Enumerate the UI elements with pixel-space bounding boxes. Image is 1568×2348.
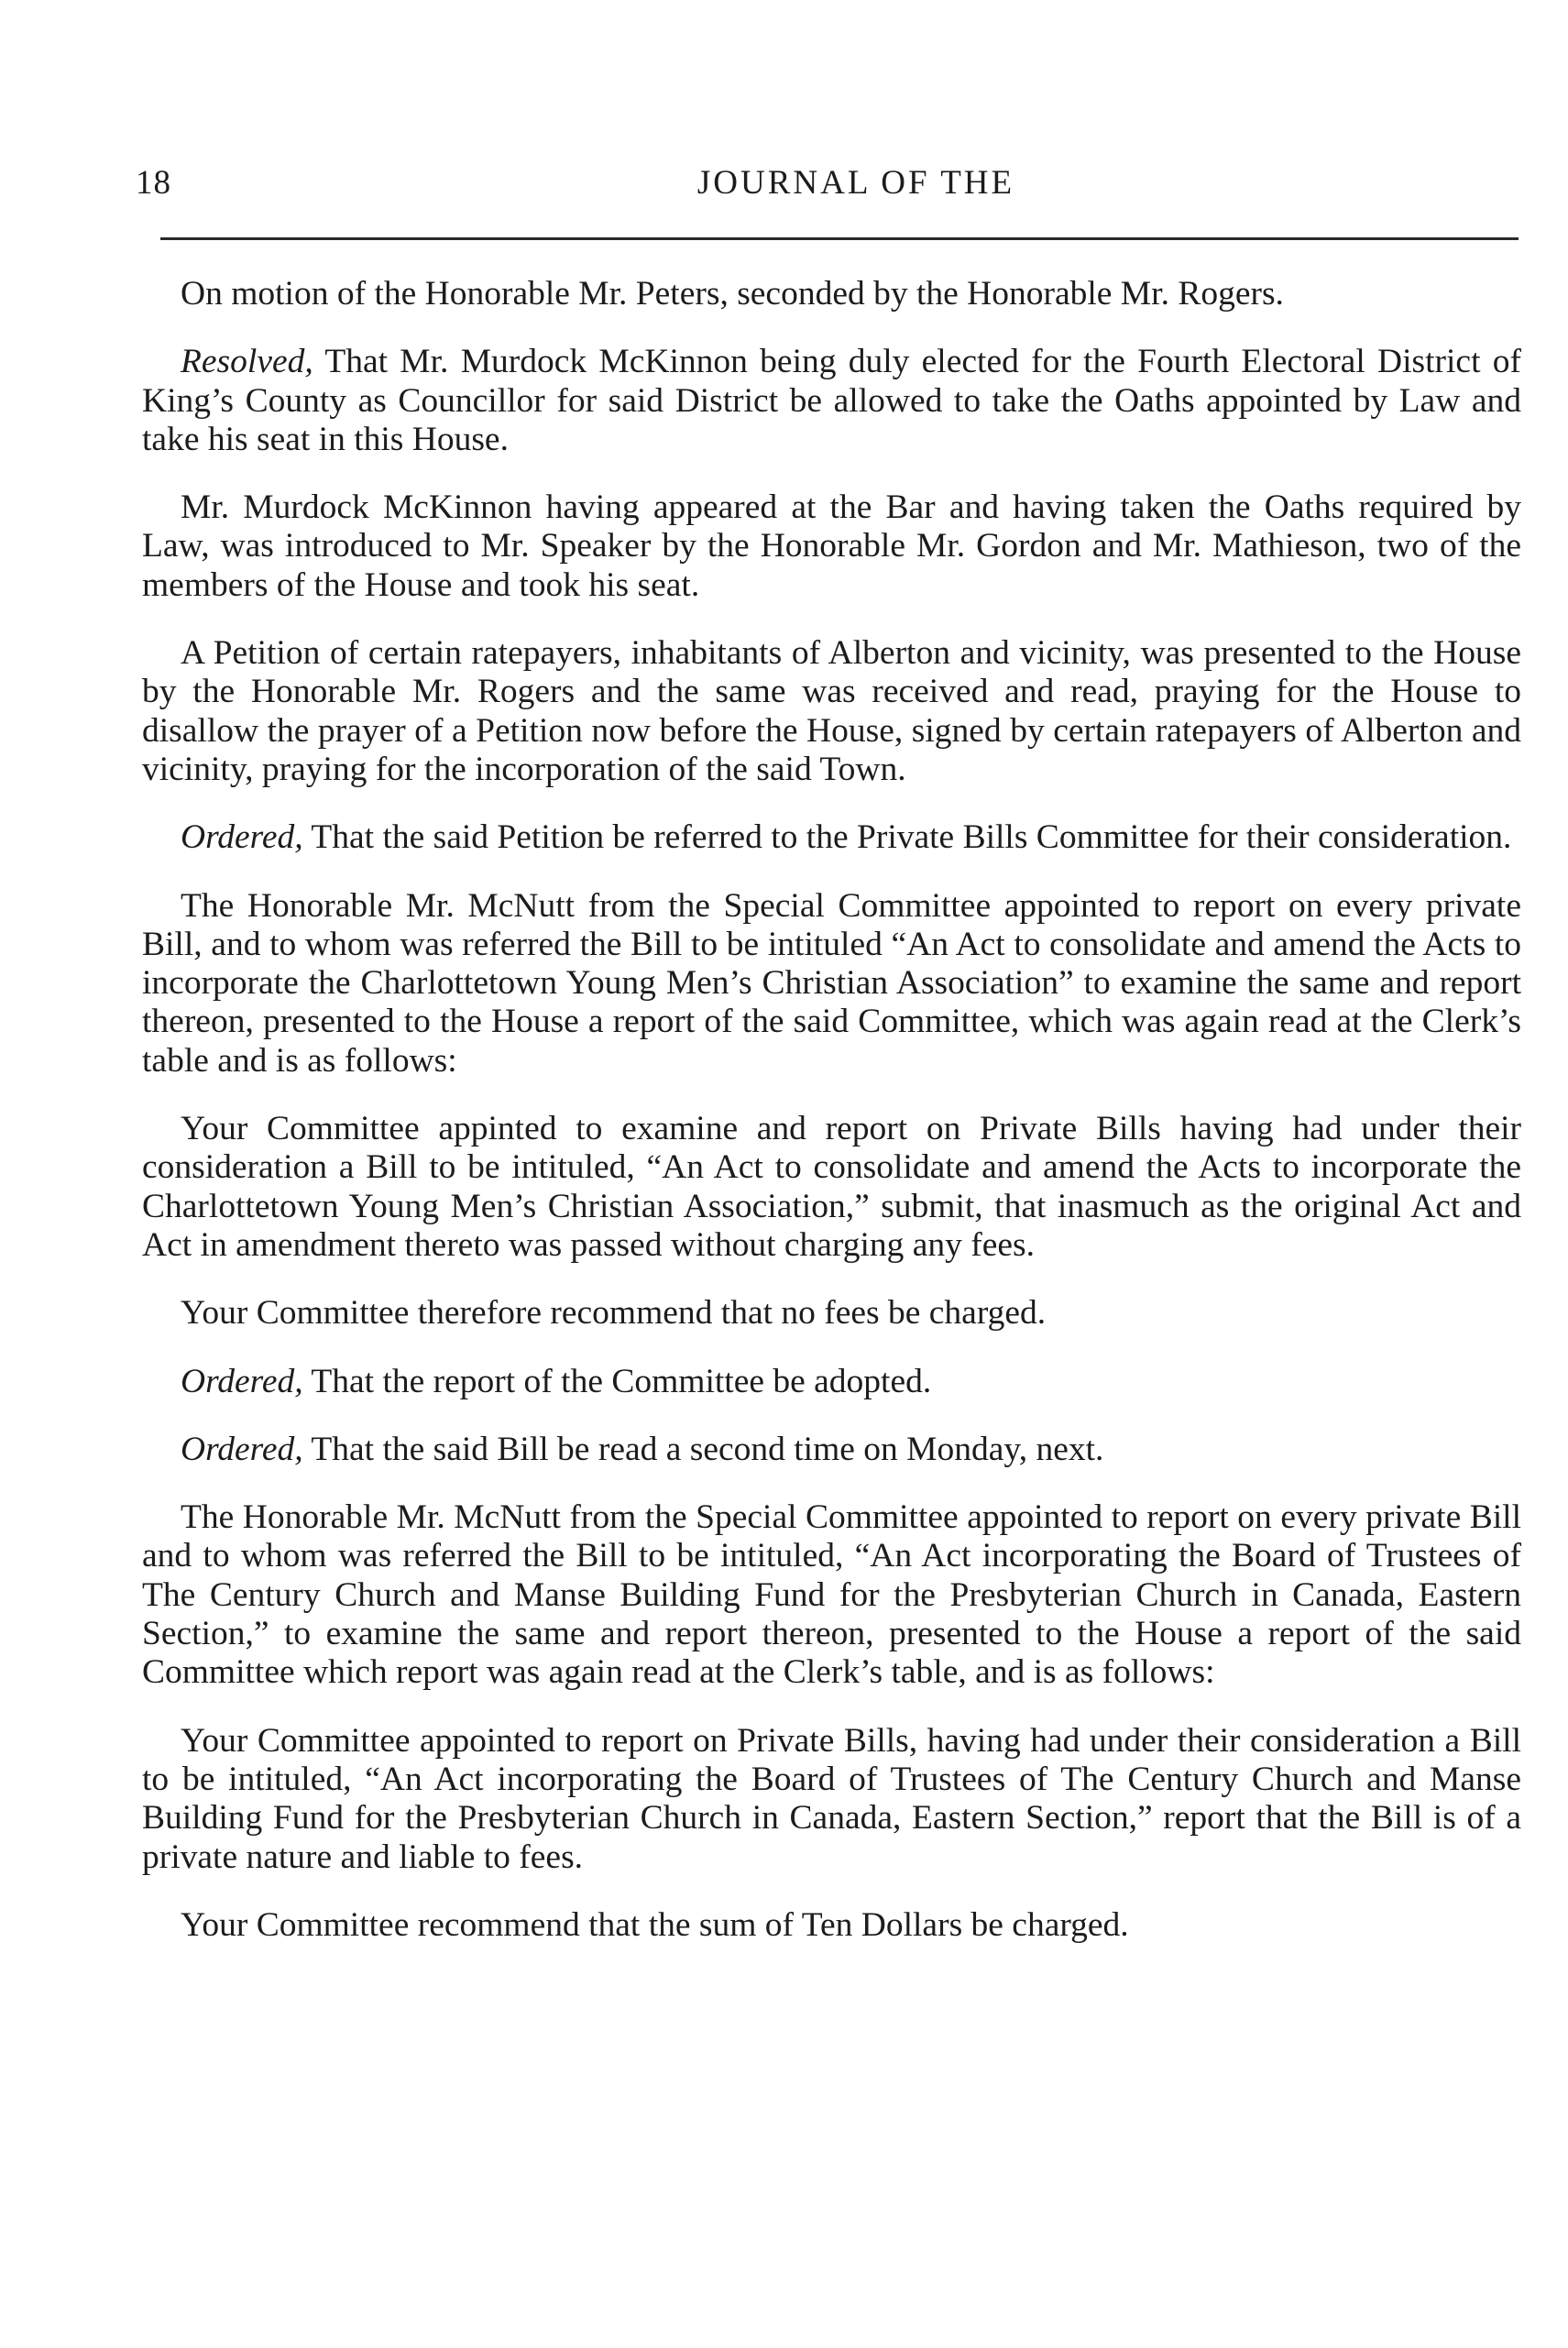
paragraph-resolved	[142, 343, 1521, 459]
paragraph-ordered-second-reading	[142, 1431, 1521, 1469]
paragraph-text: Your Committee recommend that the sum of Ten Dollars be charged.	[181, 1905, 1129, 1944]
paragraph-mcnutt-century	[142, 1498, 1521, 1692]
paragraph-lead: Ordered,	[181, 1430, 303, 1468]
paragraph-text: That the said Petition be referred to the Private Bills Committee for their consideration.	[302, 818, 1512, 857]
header-rule	[160, 237, 1519, 240]
journal-body	[142, 275, 1521, 1974]
paragraph-text: A Petition of certain ratepayers, inhabitants of Alberton and vicinity, was presented to the House by the Honorable Mr. Rogers and the same was received and read, praying for the House to disallow the prayer of a Petition now before the House, signed by certain ratepayers of Alberton and vicinity, praying for the incorporation of the said Town.	[142, 634, 1521, 788]
paragraph-text: That Mr. Murdock McKinnon being duly elected for the Fourth Electoral District of King’s County as Councillor for said District be allowed to take the Oaths appointed by Law and take his seat in this House.	[142, 343, 1521, 458]
paragraph-text: That the report of the Committee be adopted.	[302, 1362, 932, 1400]
page-header	[136, 163, 1521, 218]
paragraph-petition	[142, 634, 1521, 789]
paragraph-text: That the said Bill be read a second time on Monday, next.	[302, 1430, 1104, 1468]
paragraph-no-fees	[142, 1294, 1521, 1333]
paragraph-text: The Honorable Mr. McNutt from the Special Committee appointed to report on every private Bill and to whom was referred the Bill to be intituled, “An Act incorporating the Board of Trustees of The Century Church and Manse Building Fund for the Presbyterian Church in Canada, Eastern Section,” to examine the same and report thereon, presented to the House a report of the said Committee which report was again read at the Clerk’s table, and is as follows:	[142, 1498, 1521, 1692]
paragraph-motion	[142, 275, 1521, 313]
paragraph-oaths	[142, 488, 1521, 605]
paragraph-text: Mr. Murdock McKinnon having appeared at the Bar and having taken the Oaths required by Law, was introduced to Mr. Speaker by the Honorable Mr. Gordon and Mr. Mathieson, two of the members of the House and took his seat.	[142, 488, 1521, 604]
paragraph-mcnutt-ymca	[142, 887, 1521, 1081]
paragraph-text: Your Committee therefore recommend that no fees be charged.	[181, 1294, 1047, 1333]
running-head: JOURNAL OF THE	[696, 164, 1015, 202]
page-number: 18	[136, 164, 171, 202]
paragraph-text: Your Committee appinted to examine and report on Private Bills having had under their consideration a Bill to be intituled, “An Act to consolidate and amend the Acts to incorporate the Charlottetown Young Men’s Christian Association,” submit, that inasmuch as the original Act and Act in amendment thereto was passed without charging any fees.	[142, 1110, 1521, 1264]
paragraph-committee-ymca	[142, 1110, 1521, 1265]
paragraph-text: On motion of the Honorable Mr. Peters, seconded by the Honorable Mr. Rogers.	[181, 275, 1284, 313]
paragraph-text: The Honorable Mr. McNutt from the Special Committee appointed to report on every private Bill, and to whom was referred the Bill to be intituled “An Act to consolidate and amend the Acts to incorporate the Charlottetown Young Men’s Christian Association” to examine the same and report thereon, presented to the House a report of the said Committee, which was again read at the Clerk’s table and is as follows:	[142, 886, 1521, 1080]
paragraph-text: Your Committee appointed to report on Private Bills, having had under their consideration a Bill to be intituled, “An Act incorporating the Board of Trustees of The Century Church and Manse Building Fund for the Presbyterian Church in Canada, Eastern Section,” report that the Bill is of a private nature and liable to fees.	[142, 1721, 1521, 1876]
paragraph-ten-dollars	[142, 1906, 1521, 1945]
paragraph-lead: Ordered,	[181, 1362, 303, 1400]
paragraph-lead: Resolved,	[181, 343, 313, 381]
paragraph-ordered-petition	[142, 818, 1521, 857]
paragraph-committee-century	[142, 1722, 1521, 1877]
paragraph-ordered-adopted	[142, 1363, 1521, 1401]
paragraph-lead: Ordered,	[181, 818, 303, 857]
